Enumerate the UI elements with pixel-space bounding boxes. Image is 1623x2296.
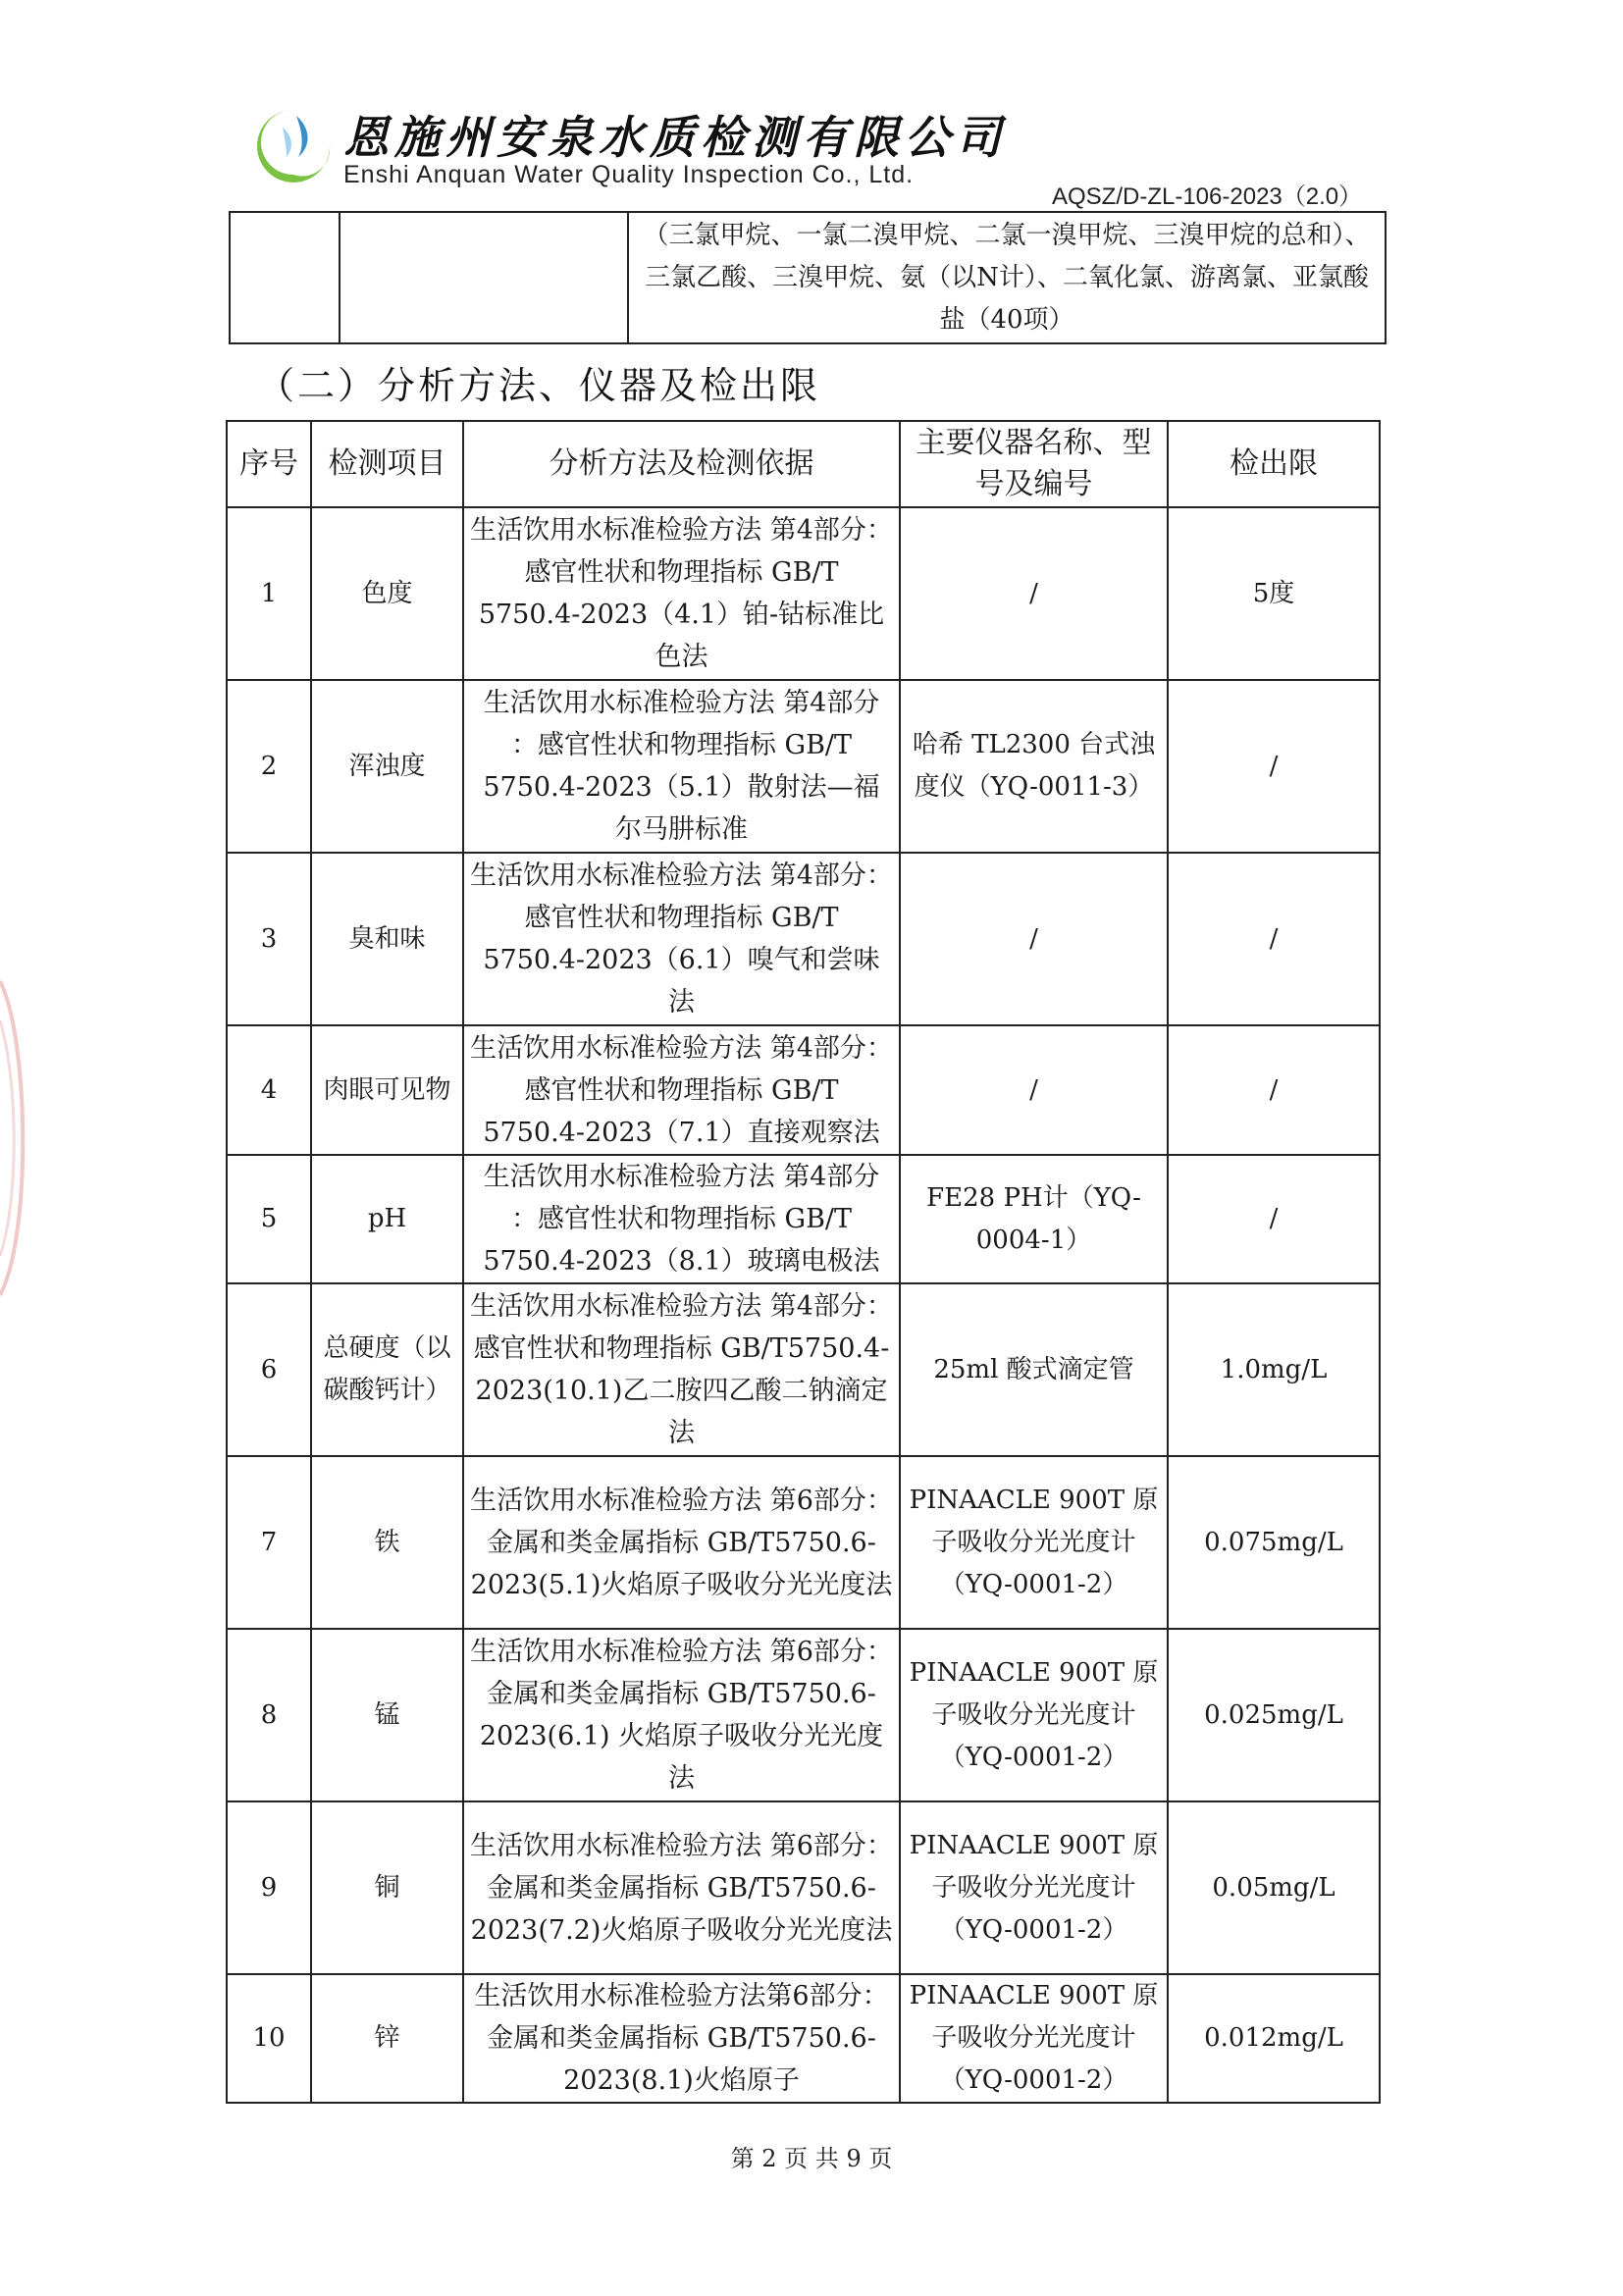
cell-item: 锌 [311,1974,463,2103]
page-number: 第 2 页 共 9 页 [730,2145,893,2172]
header-item: 检测项目 [311,421,463,507]
cell-instrument: / [900,853,1168,1025]
cell-item: 锰 [311,1629,463,1801]
header-method: 分析方法及检测依据 [463,421,900,507]
table-row [227,1629,1380,1801]
cell-no: 3 [227,853,311,1025]
cell-instrument: / [900,507,1168,680]
cell-no: 10 [227,1974,311,2103]
cell-limit: / [1168,1155,1380,1283]
cell-limit: / [1168,680,1380,853]
table-row [230,212,1386,343]
cell-instrument: / [900,1025,1168,1155]
header-limit: 检出限 [1168,421,1380,507]
cell-limit: 0.025mg/L [1168,1629,1380,1801]
cell-instrument: 25ml 酸式滴定管 [900,1283,1168,1456]
cell-no: 5 [227,1155,311,1283]
cell-limit: / [1168,1025,1380,1155]
table-row [227,1283,1380,1456]
table-row [227,1974,1380,2103]
cell-method: 生活饮用水标准检验方法 第4部分 ：感官性状和物理指标 GB/T 5750.4-2023（5.1）散射法—福尔马肼标准 [463,680,900,853]
table-header-row [227,421,1380,507]
cell-method: 生活饮用水标准检验方法第6部分：金属和类金属指标 GB/T5750.6-2023(8.1)火焰原子 [463,1974,900,2103]
table-cell [230,212,340,343]
cell-no: 8 [227,1629,311,1801]
cell-item: 臭和味 [311,853,463,1025]
cell-no: 6 [227,1283,311,1456]
cell-method: 生活饮用水标准检验方法 第6部分：金属和类金属指标 GB/T5750.6-2023(6.1) 火焰原子吸收分光光度法 [463,1629,900,1801]
table-row [227,1025,1380,1155]
cell-method: 生活饮用水标准检验方法 第4部分：感官性状和物理指标 GB/T 5750.4-2023（7.1）直接观察法 [463,1025,900,1155]
cell-method: 生活饮用水标准检验方法 第4部分：感官性状和物理指标 GB/T 5750.4-2023（4.1）铂-钴标准比色法 [463,507,900,680]
cell-item: 肉眼可见物 [311,1025,463,1155]
table-row [227,1155,1380,1283]
cell-no: 7 [227,1456,311,1629]
document-code: AQSZ/D-ZL-106-2023（2.0） [1052,183,1363,210]
cell-instrument: PINAACLE 900T 原子吸收分光光度计（YQ-0001-2） [900,1801,1168,1974]
cell-instrument: FE28 PH计（YQ-0004-1） [900,1155,1168,1283]
table-cell-items: （三氯甲烷、一氯二溴甲烷、二氯一溴甲烷、三溴甲烷的总和）、三氯乙酸、三溴甲烷、氨（以N计）、二氧化氯、游离氯、亚氯酸盐（40项） [628,212,1386,343]
cell-method: 生活饮用水标准检验方法 第6部分：金属和类金属指标 GB/T5750.6-2023(5.1)火焰原子吸收分光光度法 [463,1456,900,1629]
table-row [227,507,1380,680]
table-cell [340,212,628,343]
cell-method: 生活饮用水标准检验方法 第6部分：金属和类金属指标 GB/T5750.6-2023(7.2)火焰原子吸收分光光度法 [463,1801,900,1974]
cell-no: 4 [227,1025,311,1155]
cell-limit: 0.075mg/L [1168,1456,1380,1629]
company-name-cn: 恩施州安泉水质检测有限公司 [343,111,1007,164]
continued-table [229,211,1387,344]
red-stamp-edge-icon [0,962,39,1315]
cell-instrument: 哈希 TL2300 台式浊度仪（YQ-0011-3） [900,680,1168,853]
table-row [227,680,1380,853]
header-instrument: 主要仪器名称、型号及编号 [900,421,1168,507]
cell-limit: 0.05mg/L [1168,1801,1380,1974]
cell-item: 浑浊度 [311,680,463,853]
methods-table [226,420,1381,2104]
cell-no: 2 [227,680,311,853]
cell-item: pH [311,1155,463,1283]
table-row [227,853,1380,1025]
cell-method: 生活饮用水标准检验方法 第4部分 ：感官性状和物理指标 GB/T 5750.4-2023（8.1）玻璃电极法 [463,1155,900,1283]
cell-item: 总硬度（以碳酸钙计） [311,1283,463,1456]
cell-limit: 5度 [1168,507,1380,680]
cell-limit: 0.012mg/L [1168,1974,1380,2103]
header-no: 序号 [227,421,311,507]
cell-method: 生活饮用水标准检验方法 第4部分：感官性状和物理指标 GB/T5750.4-2023(10.1)乙二胺四乙酸二钠滴定法 [463,1283,900,1456]
cell-limit: 1.0mg/L [1168,1283,1380,1456]
cell-limit: / [1168,853,1380,1025]
cell-no: 9 [227,1801,311,1974]
company-name-en: Enshi Anquan Water Quality Inspection Co., Ltd. [343,161,915,188]
cell-instrument: PINAACLE 900T 原子吸收分光光度计（YQ-0001-2） [900,1629,1168,1801]
cell-item: 铜 [311,1801,463,1974]
cell-no: 1 [227,507,311,680]
table-row [227,1456,1380,1629]
company-logo-icon [253,106,334,186]
cell-item: 铁 [311,1456,463,1629]
cell-item: 色度 [311,507,463,680]
table-row [227,1801,1380,1974]
cell-instrument: PINAACLE 900T 原子吸收分光光度计（YQ-0001-2） [900,1974,1168,2103]
cell-instrument: PINAACLE 900T 原子吸收分光光度计（YQ-0001-2） [900,1456,1168,1629]
section-title: （二）分析方法、仪器及检出限 [257,364,821,407]
cell-method: 生活饮用水标准检验方法 第4部分：感官性状和物理指标 GB/T 5750.4-2023（6.1）嗅气和尝味法 [463,853,900,1025]
